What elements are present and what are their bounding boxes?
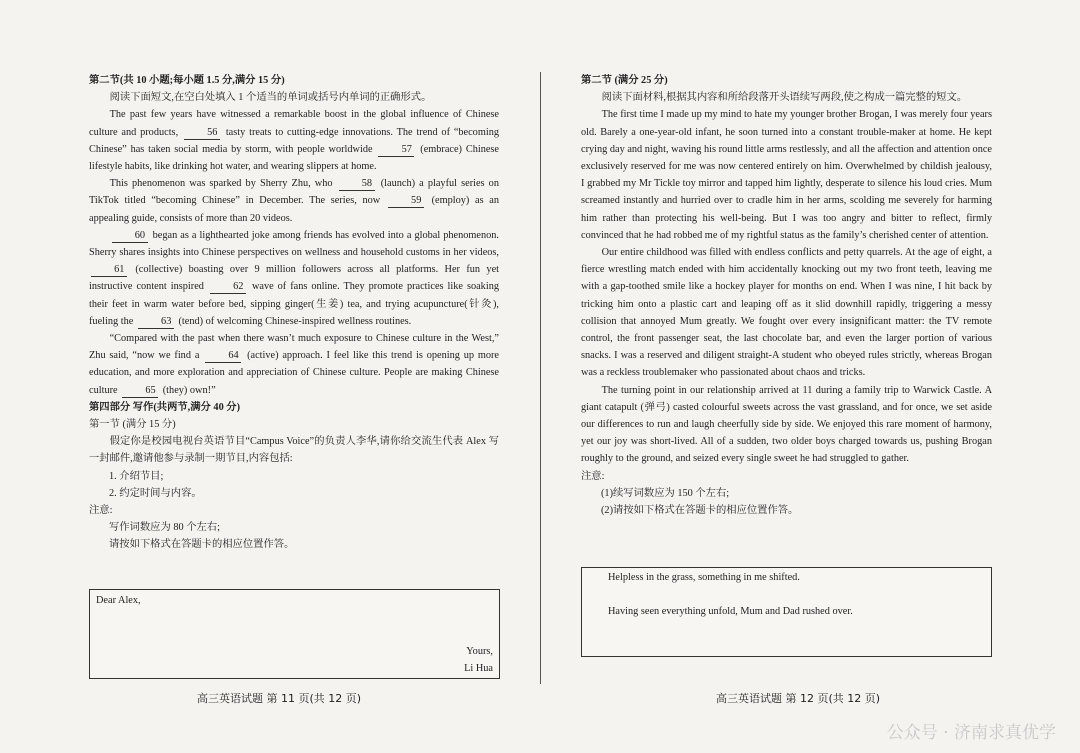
right-note-label: 注意: [581,470,605,482]
page-divider [540,72,541,684]
letter-signature: Li Hua [464,663,493,674]
blank-64[interactable]: 64 [205,349,241,363]
right-page [581,72,992,519]
para1-text-d: (embrace) Chinese lifestyle habits, like drinking hot water, and wearing slippers at home. [89,143,499,173]
story-para-1: The first time I made up my mind to hate my younger brother Brogan, I was merely four years old. Barely a one-year-old infant, he soon turned into a constant trouble-maker at home. He kept crying day and night, waving his round little arms restlessly, and all the affection and attention once exclusively reserved for me was now centered entirely on him. Overwhelmed by childish jealousy, I grabbed my Mr Tickle toy mirror and tapped him lightly, desperate to silence his loud cries. Mum screamed instantly and hurried over to cradle him in her arms, scolding me severely for harming him rather than protecting his well-being. But I was too angry and bitter to reflect, firmly convinced that he had robbed me of my rightful status as the family’s cherished center of attention. [581,109,992,241]
para4-text-d: (they) own!” [162,384,216,396]
watermark: 公众号 · 济南求真优学 [886,723,1056,743]
task-item-1: 1. 介绍节目; [109,470,164,482]
para3-text-a: began as a lighthearted joke among friends has evolved into a global phenomenon. Sherry shares insights into Chinese perspectives on wellness and household customs in her videos, [89,229,499,259]
continuation-instruction: 阅读下面材料,根据其内容和所给段落开头语续写两段,使之构成一篇完整的短文。 [601,92,968,104]
blank-57[interactable]: 57 [378,143,414,157]
continuation-answer-box[interactable] [581,567,992,657]
blank-59[interactable]: 59 [388,194,424,208]
blank-63[interactable]: 63 [138,315,174,329]
continuation-opening-2: Having seen everything unfold, Mum and Dad rushed over. [608,606,853,617]
note-2: 请按如下格式在答题卡的相应位置作答。 [109,539,295,551]
para2-text-d: (employ) as an appealing guide, consists of more than 20 videos. [89,195,499,224]
para3-text-d: wave of fans online. They promote practices like soaking their feet in warm water before bed, sipping ginger(生姜) tea, and trying acupuncture(针灸), fueling the [89,281,499,327]
para3-text-e: (tend) of welcoming Chinese-inspired wellness routines. [178,315,412,327]
blank-60[interactable]: 60 [112,229,148,243]
para4-text-a: “Compared with the past when there wasn’t much exposure to Chinese culture in the West,” Zhu said, “now we find a [89,333,499,362]
blank-62[interactable]: 62 [210,280,246,294]
letter-answer-box[interactable] [89,589,500,679]
blank-61[interactable]: 61 [91,263,127,277]
closing-word: Yours, [466,646,493,657]
blank-56[interactable]: 56 [184,126,220,140]
para2-text-c: (launch) a playful series on TikTok titled “becoming Chinese” in December. The series, now [89,178,499,207]
letter-greeting: Dear Alex, [96,595,141,606]
writing-sec1-heading: 第一节 (满分 15 分) [89,419,176,431]
blank-58[interactable]: 58 [339,177,375,191]
right-note-1: (1)续写词数应为 150 个左右; [601,487,730,499]
passage-para-1 [89,106,499,175]
footer-page-11: 高三英语试题 第 11 页(共 12 页) [197,692,362,705]
para3-text-c: (collective) boasting over 9 million followers across all platforms. Her fun yet instructive content inspired [89,264,499,293]
passage-para-2 [89,175,499,227]
note-1: 写作词数应为 80 个左右; [109,522,220,534]
task-item-2: 2. 约定时间与内容。 [109,487,202,499]
para1-text-a: The past few years have witnessed a remarkable boost in the global influence of Chinese culture and products, [89,109,499,138]
continuation-heading: 第二节 (满分 25 分) [581,75,668,86]
para4-text-c: (active) approach. I feel like this trend is opening up more education, and more exploration and appreciation of Chinese culture. People are making Chinese culture [89,350,499,396]
section2-heading: 第二节(共 10 小题;每小题 1.5 分,满分 15 分) [89,75,285,86]
blank-65[interactable]: 65 [122,384,158,398]
grammar-instruction: 阅读下面短文,在空白处填入 1 个适当的单词或括号内单词的正确形式。 [109,92,432,104]
note-label: 注意: [89,505,113,517]
story-para-3: The turning point in our relationship arrived at 11 during a family trip to Warwick Castle. A giant catapult (弹弓) casted colourful sweets across the vast grassland, and for once, we set aside our differences to run and laugh cheerfully side by side. We enjoyed this rare moment of harmony, yet our joy was short-lived. All of a sudden, two older boys charged towards us, pushing Brogan roughly to the ground, and seized every single sweet he had struggled to gather. [581,384,992,465]
passage-para-3 [89,227,499,330]
passage-para-4 [89,330,499,399]
part4-heading: 第四部分 写作(共两节,满分 40 分) [89,401,241,413]
right-note-2: (2)请按如下格式在答题卡的相应位置作答。 [601,505,799,517]
writing-task: 假定你是校园电视台英语节目“Campus Voice”的负责人李华,请你给交流生代表 Alex 写一封邮件,邀请他参与录制一期节目,内容包括: [89,436,499,465]
story-para-2: Our entire childhood was filled with endless conflicts and petty quarrels. At the age of eight, a fierce wrestling match ended with him accidentally knocking out my two front teeth, leaving me with a gap-toothed smile like a hockey player for months on end. When I was nine, I hit back by tricking him onto a plastic cart and leaping off as it slid downhill rapidly, triggering a messy collision that annoyed Mum greatly. We fought over every insignificant matter: the TV remote control, the front passenger seat, the last chocolate bar, and even the larger portion of various snacks. I was a reserved and diligent straight-A student who obeyed rules strictly, whereas Brogan was a reckless troublemaker who passionated about chaos and tricks. [581,247,992,379]
left-page [89,72,499,554]
para2-text-a: This phenomenon was sparked by Sherry Zhu, who [109,178,333,190]
letter-closing [464,643,493,677]
continuation-opening-1: Helpless in the grass, something in me shifted. [608,572,800,583]
para1-text-c: tasty treats to cutting-edge innovations. The trend of “becoming Chinese” has taken social media by storm, with people worldwide [89,126,500,155]
footer-page-12: 高三英语试题 第 12 页(共 12 页) [716,692,881,705]
